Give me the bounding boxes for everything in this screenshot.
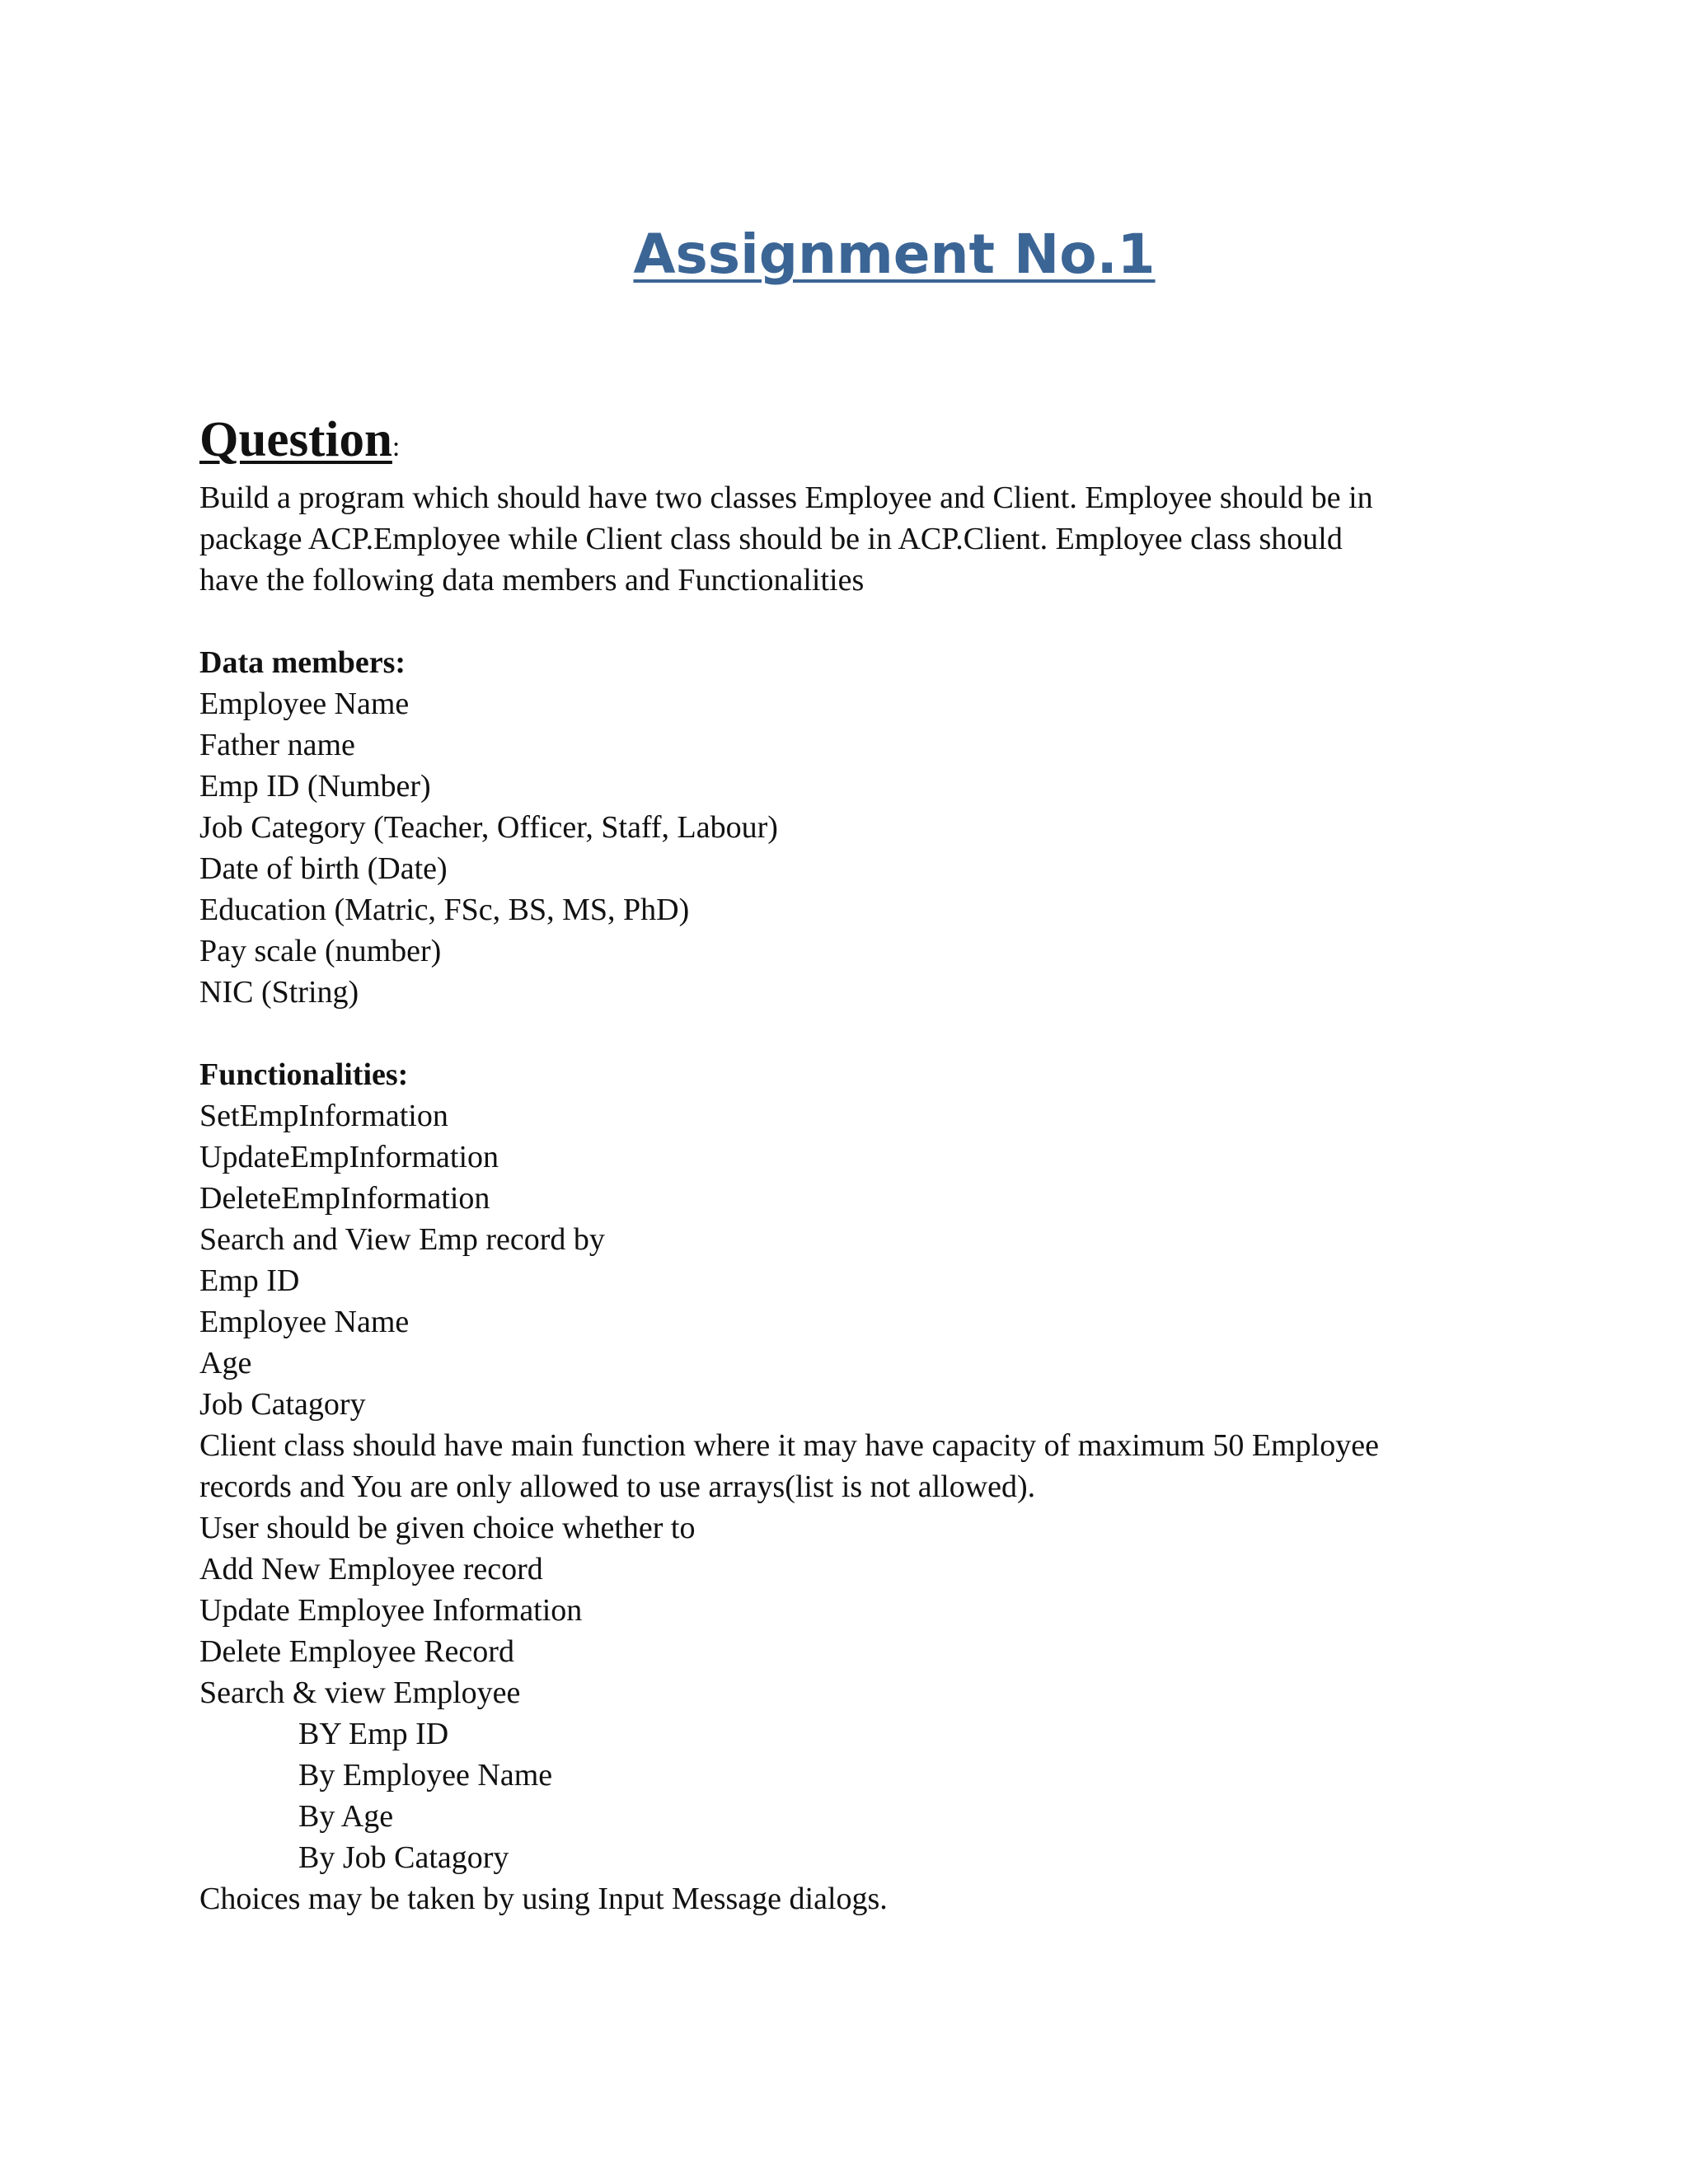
client-line: Search & view Employee	[199, 1675, 521, 1711]
client-line: Delete Employee Record	[199, 1634, 514, 1670]
page-title: Assignment No.1	[633, 223, 1156, 286]
data-member-item: Employee Name	[199, 687, 410, 722]
search-option-item: By Job Catagory	[298, 1840, 509, 1876]
closing-line: Choices may be taken by using Input Message dialogs.	[199, 1882, 888, 1917]
functionalities-list	[199, 1095, 1485, 1425]
functionality-item: DeleteEmpInformation	[199, 1181, 490, 1216]
search-option-item: By Employee Name	[298, 1758, 553, 1793]
functionality-item: Employee Name	[199, 1305, 410, 1340]
functionality-item: Job Catagory	[199, 1387, 366, 1422]
functionality-item: Age	[199, 1346, 252, 1381]
question-label: Question	[199, 412, 392, 467]
data-member-item: Pay scale (number)	[199, 934, 442, 969]
client-line: User should be given choice whether to	[199, 1511, 696, 1546]
search-option-item: BY Emp ID	[298, 1717, 449, 1752]
client-requirements	[199, 1425, 1485, 1919]
search-option-item: By Age	[298, 1799, 394, 1835]
client-line: Client class should have main function where it may have capacity of maximum 50 Employee	[199, 1428, 1379, 1464]
question-line: Build a program which should have two classes Employee and Client. Employee should be in	[199, 480, 1373, 516]
functionality-item: SetEmpInformation	[199, 1099, 448, 1134]
search-options-list	[199, 1713, 1485, 1878]
data-member-item: Date of birth (Date)	[199, 851, 448, 887]
question-line: have the following data members and Functionalities	[199, 563, 865, 598]
data-member-item: NIC (String)	[199, 975, 359, 1010]
client-line: Update Employee Information	[199, 1593, 583, 1629]
data-member-item: Education (Matric, FSc, BS, MS, PhD)	[199, 893, 690, 928]
data-members-list	[199, 683, 1485, 1013]
question-colon: :	[392, 432, 401, 462]
functionality-item: Emp ID	[199, 1263, 300, 1299]
client-line: Add New Employee record	[199, 1552, 543, 1587]
question-heading	[199, 412, 1485, 467]
functionality-item: UpdateEmpInformation	[199, 1140, 499, 1175]
question-line: package ACP.Employee while Client class should be in ACP.Client. Employee class should	[199, 522, 1343, 557]
data-member-item: Father name	[199, 728, 355, 763]
data-member-item: Emp ID (Number)	[199, 769, 431, 804]
document-body	[199, 412, 1485, 1919]
question-text	[199, 477, 1485, 601]
data-member-item: Job Category (Teacher, Officer, Staff, Labour)	[199, 810, 778, 846]
client-line: records and You are only allowed to use arrays(list is not allowed).	[199, 1469, 1036, 1505]
data-members-heading: Data members:	[199, 645, 406, 681]
functionality-item: Search and View Emp record by	[199, 1222, 605, 1258]
functionalities-heading: Functionalities:	[199, 1057, 409, 1093]
